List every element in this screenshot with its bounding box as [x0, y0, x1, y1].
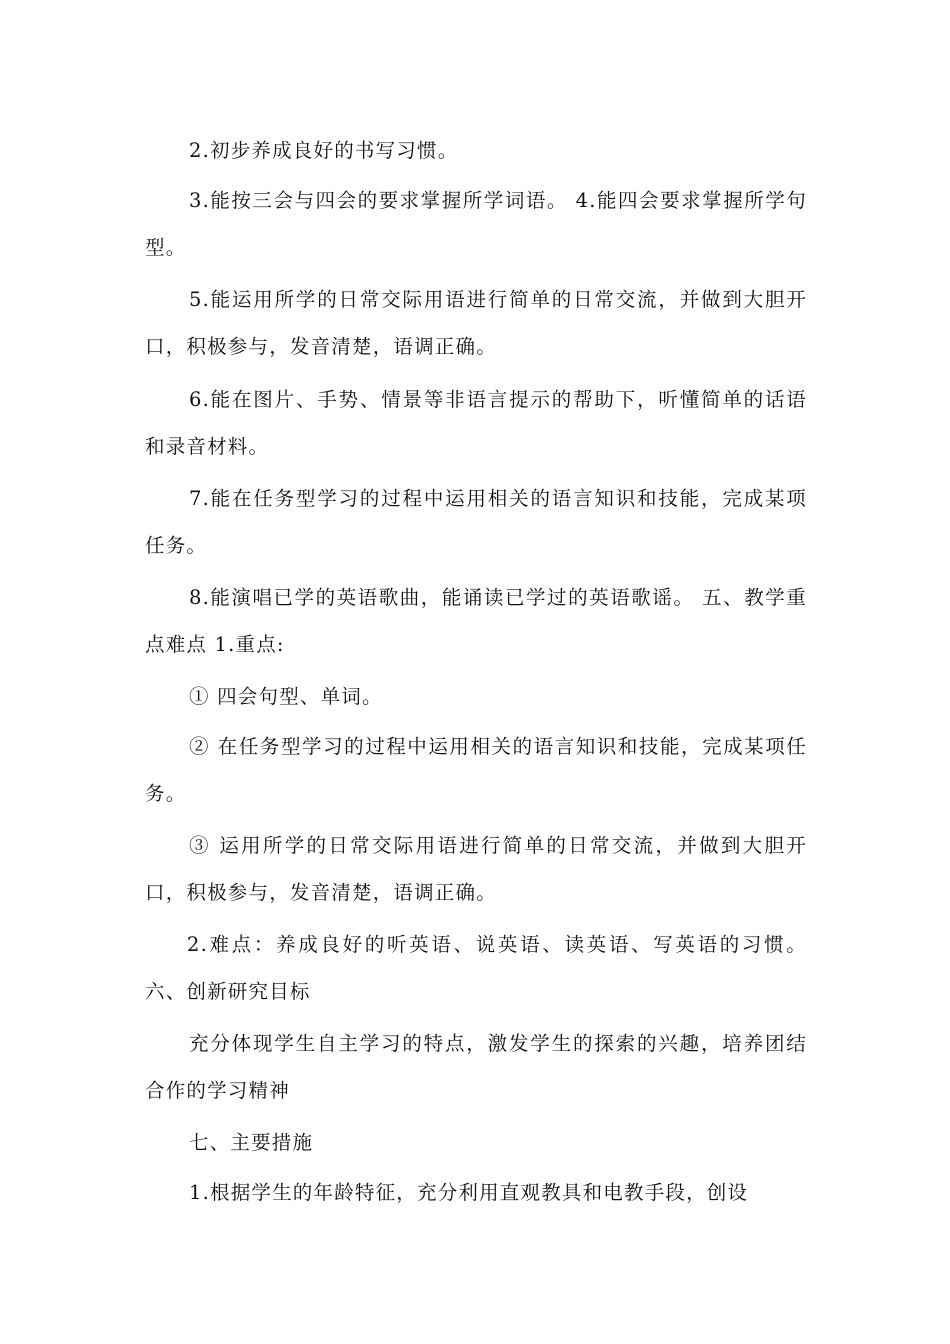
paragraph-key-point-2: ② 在任务型学习的过程中运用相关的语言知识和技能，完成某项任务。 — [145, 735, 807, 805]
paragraph-measure-1: 1.根据学生的年龄特征，充分利用直观教具和电教手段，创设 — [189, 1181, 749, 1204]
paragraph-key-point-3: ③ 运用所学的日常交际用语进行简单的日常交流，并做到大胆开口，积极参与，发音清楚，语调正确。 — [145, 834, 807, 904]
paragraph-goal-2: 2.初步养成良好的书写习惯。 — [189, 139, 459, 162]
section-heading-7: 七、主要措施 — [189, 1131, 314, 1154]
paragraph-goal-8-section-5: 8.能演唱已学的英语歌曲，能诵读已学过的英语歌谣。 五、教学重点难点 1.重点: — [145, 586, 807, 656]
paragraph-difficulty-section-6: 2.难点：养成良好的听英语、说英语、读英语、写英语的习惯。 六、创新研究目标 — [145, 933, 807, 1003]
paragraph-innovation-goal: 充分体现学生自主学习的特点，激发学生的探索的兴趣，培养团结合作的学习精神 — [145, 1032, 807, 1102]
paragraph-goal-7: 7.能在任务型学习的过程中运用相关的语言知识和技能，完成某项任务。 — [145, 487, 807, 557]
paragraph-goal-3-4: 3.能按三会与四会的要求掌握所学词语。 4.能四会要求掌握所学句型。 — [145, 189, 807, 259]
paragraph-goal-6: 6.能在图片、手势、情景等非语言提示的帮助下，听懂简单的话语和录音材料。 — [145, 388, 807, 458]
paragraph-key-point-1: ① 四会句型、单词。 — [189, 685, 383, 708]
paragraph-goal-5: 5.能运用所学的日常交际用语进行简单的日常交流，并做到大胆开口，积极参与，发音清楚，语调正确。 — [145, 288, 807, 358]
